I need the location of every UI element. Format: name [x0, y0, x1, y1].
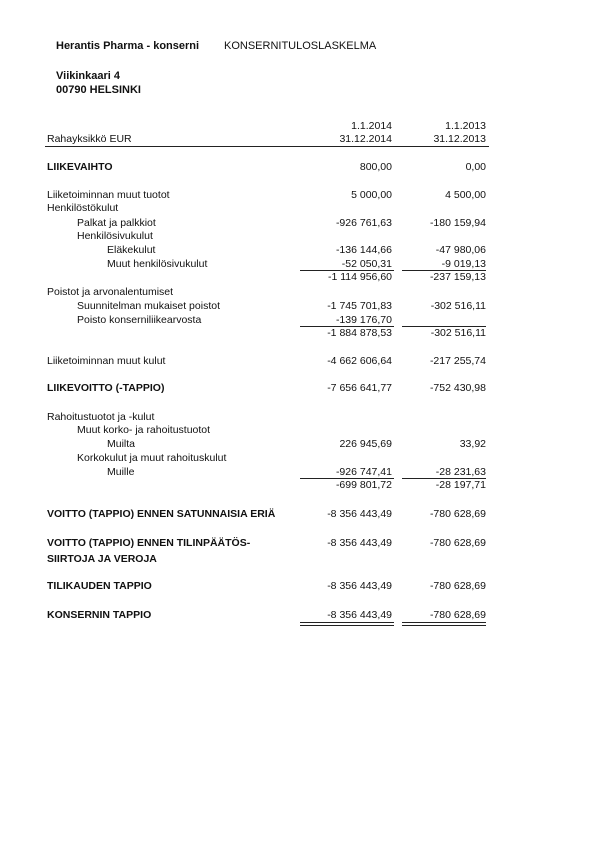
subtotal-value-2013: -237 159,13 [429, 271, 486, 283]
row-value-2013: -302 516,11 [430, 300, 486, 312]
row-label: Henkilöstökulut [47, 202, 119, 214]
row-value-2014: -926 761,63 [335, 217, 392, 229]
row-value-2013: -780 628,69 [429, 508, 486, 520]
street-address: Viikinkaari 4 [56, 70, 121, 82]
subtotal-value-2014: -699 801,72 [335, 479, 392, 491]
row-label: Liiketoiminnan muut tuotot [47, 189, 170, 201]
row-label: Muille [107, 466, 135, 478]
row-label: Korkokulut ja muut rahoituskulut [77, 452, 227, 464]
row-value-2014: -139 176,70 [335, 314, 392, 326]
row-label: Eläkekulut [107, 244, 156, 256]
row-label: Rahoitustuotot ja -kulut [47, 411, 155, 423]
row-value-2014: 226 945,69 [339, 438, 392, 450]
subtotal-value-2013: -28 197,71 [435, 479, 486, 491]
row-label: Henkilösivukulut [77, 230, 153, 242]
row-value-2014: -8 356 443,49 [327, 508, 392, 520]
row-value-2013: 4 500,00 [445, 189, 486, 201]
row-label-result-before-appropriations: VOITTO (TAPPIO) ENNEN TILINPÄÄTÖS- [47, 537, 251, 549]
row-value-2014: -8 356 443,49 [327, 609, 392, 621]
row-value-2014: -8 356 443,49 [327, 580, 392, 592]
row-label: Poistot ja arvonalentumiset [47, 286, 174, 298]
row-value-2013: 33,92 [459, 438, 486, 450]
postal-address: 00790 HELSINKI [56, 84, 141, 96]
report-title: KONSERNITULOSLASKELMA [224, 40, 377, 52]
row-value-2013: -47 980,06 [435, 244, 486, 256]
row-value-2013: -780 628,69 [429, 537, 486, 549]
row-value-2014: -136 144,66 [335, 244, 392, 256]
row-value-2014: 800,00 [359, 161, 392, 173]
subtotal-value-2013: -302 516,11 [430, 327, 486, 339]
row-value-2013: -180 159,94 [429, 217, 486, 229]
header-rule [45, 146, 489, 147]
row-label: Muut korko- ja rahoitustuotot [77, 424, 211, 436]
row-value-2013: -28 231,63 [435, 466, 486, 478]
total-double-rule [300, 622, 394, 623]
row-value-2014: -8 356 443,49 [327, 537, 392, 549]
period1-start: 1.1.2014 [351, 120, 392, 132]
period2-end: 31.12.2013 [433, 133, 486, 145]
row-value-2014: -1 745 701,83 [327, 300, 392, 312]
period1-end: 31.12.2014 [339, 133, 392, 145]
row-label: Palkat ja palkkiot [77, 217, 156, 229]
row-value-2014: -4 662 606,64 [327, 355, 392, 367]
row-value-2013: -780 628,69 [429, 609, 486, 621]
row-label-group-loss: KONSERNIN TAPPIO [47, 609, 152, 621]
row-label-result-before-extraordinary: VOITTO (TAPPIO) ENNEN SATUNNAISIA ERIÄ [47, 508, 276, 520]
row-value-2014: -52 050,31 [341, 258, 392, 270]
subtotal-value-2014: -1 114 956,60 [327, 271, 392, 283]
row-label-period-loss: TILIKAUDEN TAPPIO [47, 580, 152, 592]
total-double-rule [300, 625, 394, 626]
row-value-2013: -217 255,74 [429, 355, 486, 367]
row-label: Suunnitelman mukaiset poistot [77, 300, 220, 312]
row-label-liikevoitto: LIIKEVOITTO (-TAPPIO) [47, 382, 165, 394]
row-label: Muilta [107, 438, 136, 450]
row-value-2014: 5 000,00 [351, 189, 392, 201]
company-name: Herantis Pharma - konserni [56, 40, 200, 52]
total-double-rule [402, 622, 486, 623]
period2-start: 1.1.2013 [445, 120, 486, 132]
row-label: Liiketoiminnan muut kulut [47, 355, 166, 367]
row-label-liikevaihto: LIIKEVAIHTO [47, 161, 113, 173]
subtotal-value-2014: -1 884 878,53 [327, 327, 392, 339]
row-value-2013: 0,00 [465, 161, 486, 173]
row-label-result-before-appropriations-line2: SIIRTOJA JA VEROJA [47, 553, 157, 565]
row-value-2013: -752 430,98 [429, 382, 486, 394]
row-label: Muut henkilösivukulut [107, 258, 208, 270]
currency-unit-label: Rahayksikkö EUR [47, 133, 132, 145]
row-value-2014: -7 656 641,77 [327, 382, 392, 394]
total-double-rule [402, 625, 486, 626]
row-value-2014: -926 747,41 [335, 466, 392, 478]
row-value-2013: -9 019,13 [441, 258, 486, 270]
row-label: Poisto konserniliikearvosta [77, 314, 202, 326]
row-value-2013: -780 628,69 [429, 580, 486, 592]
